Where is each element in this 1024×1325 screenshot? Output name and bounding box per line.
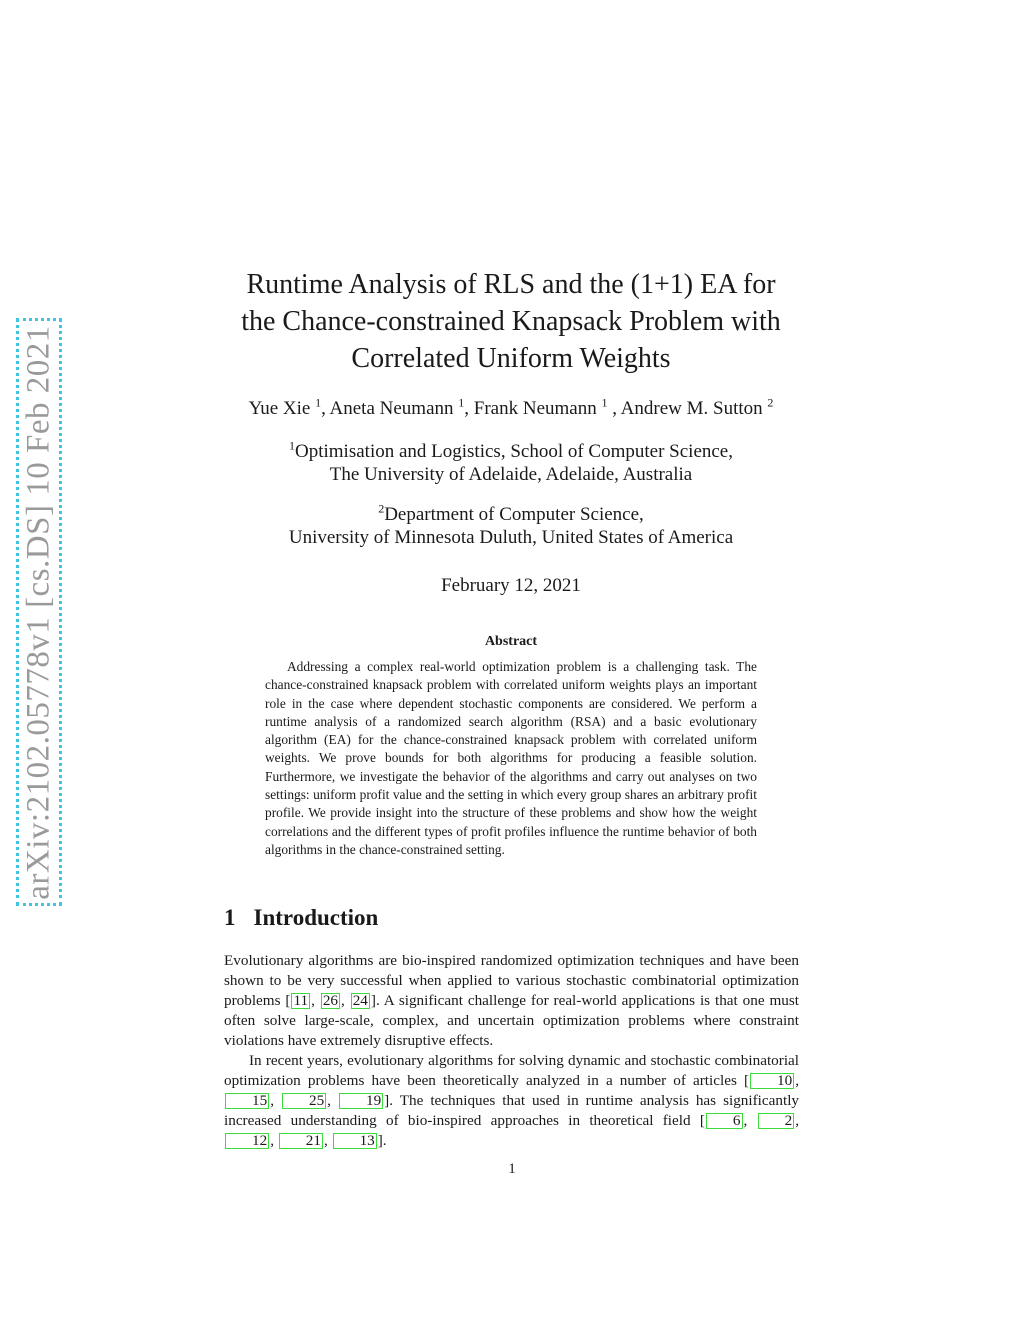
affiliation-mark: 1 xyxy=(289,438,295,453)
citation-link[interactable]: 6 xyxy=(706,1113,743,1129)
intro-paragraph-1: Evolutionary algorithms are bio-inspired randomized optimization techniques and have been shown to be very successful when applied to various stochastic combinatorial optimization problems [ 11 , 26 , 24 ]. A significant challenge for real-world applications is that one must often solve large-scale, complex, and uncertain optimization problems where constraint violations have extremely disruptive effects. xyxy=(224,952,800,1049)
author-name: Andrew M. Sutton xyxy=(620,398,763,419)
author-name: Aneta Neumann xyxy=(329,398,454,419)
arxiv-identifier: arXiv:2102.05778v1 [cs.DS] 10 Feb 2021 xyxy=(20,324,57,900)
citation-link[interactable]: 11 xyxy=(293,992,309,1009)
publication-date: February 12, 2021 xyxy=(441,575,581,596)
affiliation-2 xyxy=(200,503,822,549)
citation-link[interactable]: 10 xyxy=(750,1073,794,1089)
author-separator: , xyxy=(464,398,474,419)
paragraph-text: ]. A significant challenge for real-world applications is that one must often solve large-scale, complex, and uncertain optimization problems where constraint violations have extremely disruptive effects. xyxy=(224,992,800,1049)
citation-link[interactable]: 25 xyxy=(282,1093,326,1109)
abstract-heading: Abstract xyxy=(484,634,538,649)
citation-link[interactable]: 12 xyxy=(225,1133,269,1149)
affiliation-mark: 1 xyxy=(458,395,465,410)
affiliation-line: Department of Computer Science, xyxy=(384,504,644,525)
title-line: Correlated Uniform Weights xyxy=(351,343,671,374)
citation-link[interactable]: 19 xyxy=(339,1093,383,1109)
affiliation-mark: 2 xyxy=(378,501,385,516)
page-number: 1 xyxy=(508,1161,516,1177)
citation-link[interactable]: 26 xyxy=(322,992,338,1009)
section-title: Introduction xyxy=(253,905,379,930)
author-list xyxy=(200,395,822,420)
citation-link[interactable]: 15 xyxy=(225,1093,269,1109)
paper-title xyxy=(200,266,822,377)
section-number: 1 xyxy=(224,905,236,930)
paragraph-text: Evolutionary algorithms are bio-inspired randomized optimization techniques and have been shown to be very successful when applied to various stochastic combinatorial optimization problems [ xyxy=(224,952,799,1009)
affiliation-mark: 1 xyxy=(315,395,322,410)
affiliation-line: University of Minnesota Duluth, United States of America xyxy=(288,527,734,548)
affiliation-mark: 2 xyxy=(767,395,774,410)
affiliation-line: The University of Adelaide, Adelaide, Australia xyxy=(329,464,693,485)
section-heading xyxy=(224,905,378,931)
intro-paragraph-2: In recent years, evolutionary algorithms for solving dynamic and stochastic combinatorial optimization problems have been theoretically analyzed in a number of articles [ 10 , 15 , 25 , 19 ]. The techniques that used in runtime analysis has significantly increased understanding of bio-inspired approaches in theoretical field [ 6 , 2 , 12 , 21 , 13 ]. xyxy=(224,1052,800,1149)
affiliation-mark: 1 xyxy=(601,395,608,410)
paragraph-text: ]. The techniques that used in runtime analysis has significantly increased understanding of bio-inspired approaches in theoretical field [ xyxy=(224,1092,800,1129)
author-separator: , xyxy=(321,398,330,419)
citation-link[interactable]: 21 xyxy=(279,1133,323,1149)
paragraph-text: In recent years, evolutionary algorithms for solving dynamic and stochastic combinatorial optimization problems have been theoretically analyzed in a number of articles [ xyxy=(224,1052,799,1089)
arxiv-stamp xyxy=(16,318,62,906)
affiliation-line: Optimisation and Logistics, School of Computer Science, xyxy=(295,441,733,462)
affiliation-1 xyxy=(200,440,822,486)
citation-link[interactable]: 2 xyxy=(758,1113,795,1129)
author-separator: , xyxy=(607,398,621,419)
title-line: the Chance-constrained Knapsack Problem with xyxy=(241,306,781,337)
citation-link[interactable]: 13 xyxy=(333,1133,377,1149)
title-line: Runtime Analysis of RLS and the (1+1) EA for xyxy=(246,269,776,300)
paragraph-text: ]. xyxy=(377,1132,387,1149)
author-name: Frank Neumann xyxy=(473,398,597,419)
citation-link[interactable]: 24 xyxy=(352,992,368,1009)
abstract-text: Addressing a complex real-world optimization problem is a challenging task. The chance-constrained knapsack problem with correlated uniform weights plays an important role in the case where dependent stochastic components are considered. We perform a runtime analysis of a randomized search algorithm (RSA) and a basic evolutionary algorithm (EA) for the chance-constrained knapsack problem with correlated uniform weights. We prove bounds for both algorithms for producing a feasible solution. Furthermore, we investigate the behavior of the algorithms and carry out analyses on two settings: uniform profit value and the setting in which every group shares an arbitrary profit profile. We provide insight into the structure of these problems and show how the weight correlations and the different types of profit profiles influence the runtime behavior of both algorithms in the chance-constrained setting. xyxy=(265,659,757,857)
author-name: Yue Xie xyxy=(248,398,311,419)
